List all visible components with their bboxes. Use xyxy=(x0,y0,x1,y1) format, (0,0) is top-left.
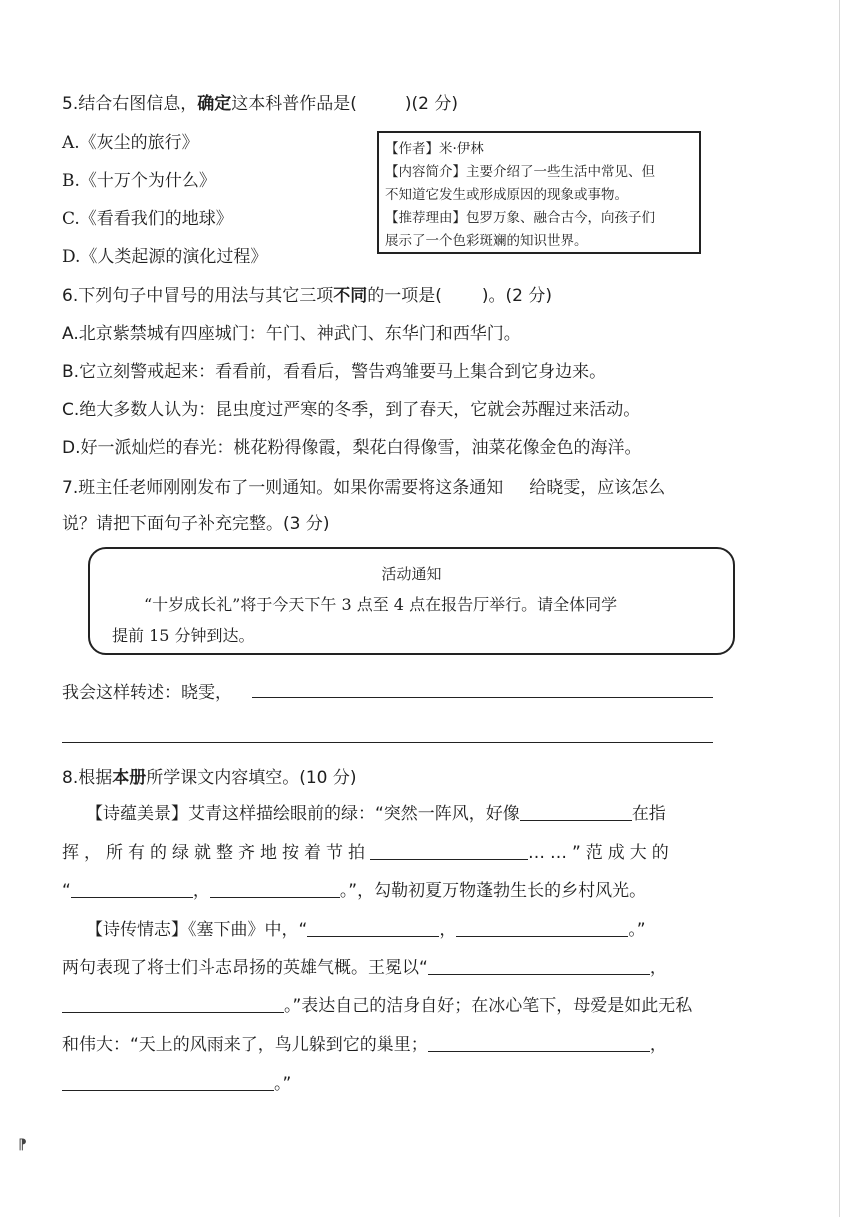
book-reason-line2: 展示了一个色彩斑斓的知识世界。 xyxy=(385,233,588,249)
q8-p1-line2: 挥，所有的绿就整齐地按着节拍 ……”范成大的 xyxy=(62,843,674,863)
q8-p2-line1: 【诗传情志】《塞下曲》中，“ ， 。” xyxy=(86,920,646,940)
q8-p2-line2: 两句表现了将士们斗志昂扬的英雄气概。王冕以“ ， xyxy=(62,958,667,978)
q5-option-b: B.《十万个为什么》 xyxy=(62,171,216,191)
book-author: 【作者】米·伊林 xyxy=(385,141,484,157)
q7-stem-line1: 7.班主任老师刚刚发布了一则通知。如果你需要将这条通知 给晓雯，应该怎么 xyxy=(62,478,666,498)
q8-p2-line3: 。”表达自己的洁身自好；在冰心笔下，母爱是如此无私 xyxy=(62,994,692,1018)
notice-body-line2: 提前 15 分钟到达。 xyxy=(112,626,255,645)
q5-option-c: C.《看看我们的地球》 xyxy=(62,209,233,229)
q6-stem: 6.下列句子中冒号的用法与其它三项不同的一项是( )。(2 分) xyxy=(62,286,552,306)
q7-answer-blank-1[interactable] xyxy=(252,697,713,698)
fill-blank[interactable] xyxy=(428,1033,650,1052)
q8-p2-line4: 和伟大：“天上的风雨来了，鸟儿躲到它的巢里； ， xyxy=(62,1035,667,1055)
q7-answer-prefix: 我会这样转述：晓雯， xyxy=(62,683,232,703)
fill-blank[interactable] xyxy=(520,802,632,821)
q5-stem: 5.结合右图信息，确定这本科普作品是( )(2 分) xyxy=(62,94,458,114)
page-edge xyxy=(839,0,840,1217)
fill-blank[interactable] xyxy=(307,918,439,937)
q6-option-c: C.绝大多数人认为：昆虫度过严寒的冬季，到了春天，它就会苏醒过来活动。 xyxy=(62,400,641,420)
q6-option-d: D.好一派灿烂的春光：桃花粉得像霞，梨花白得像雪，油菜花像金色的海洋。 xyxy=(62,438,642,458)
q5-option-a: A.《灰尘的旅行》 xyxy=(62,133,199,153)
q7-answer-blank-2[interactable] xyxy=(62,742,713,743)
q8-p2-line5: 。” xyxy=(62,1072,291,1096)
fill-blank[interactable] xyxy=(62,1072,274,1091)
q5-option-d: D.《人类起源的演化过程》 xyxy=(62,247,268,267)
fill-blank[interactable] xyxy=(370,841,528,860)
activity-notice-box xyxy=(88,547,735,655)
book-intro-line2: 不知道它发生或形成原因的现象或事物。 xyxy=(385,187,628,203)
notice-title: 活动通知 xyxy=(381,565,442,583)
q6-option-b: B.它立刻警戒起来：看看前，看看后，警告鸡雏要马上集合到它身边来。 xyxy=(62,362,607,382)
fill-blank[interactable] xyxy=(210,879,340,898)
q8-stem: 8.根据本册所学课文内容填空。(10 分) xyxy=(62,768,357,788)
q6-option-a: A.北京紫禁城有四座城门：午门、神武门、东华门和西华门。 xyxy=(62,324,521,344)
book-reason-line1: 【推荐理由】包罗万象、融合古今，向孩子们 xyxy=(385,210,655,226)
fill-blank[interactable] xyxy=(428,956,650,975)
book-info-box xyxy=(377,131,701,254)
book-intro-line1: 【内容简介】主要介绍了一些生活中常见、但 xyxy=(385,164,655,180)
q8-p1-line3: “ ， 。”，勾勒初夏万物蓬勃生长的乡村风光。 xyxy=(62,881,647,901)
q7-stem-line2: 说？请把下面句子补充完整。(3 分) xyxy=(62,514,330,534)
fill-blank[interactable] xyxy=(71,879,193,898)
notice-body-line1: “十岁成长礼”将于今天下午 3 点至 4 点在报告厅举行。请全体同学 xyxy=(144,595,618,614)
fill-blank[interactable] xyxy=(456,918,628,937)
fill-blank[interactable] xyxy=(62,994,284,1013)
margin-mark: ⁋ xyxy=(18,1137,27,1153)
q8-p1-line1: 【诗蕴美景】艾青这样描绘眼前的绿：“突然一阵风，好像 在指 xyxy=(86,804,666,824)
